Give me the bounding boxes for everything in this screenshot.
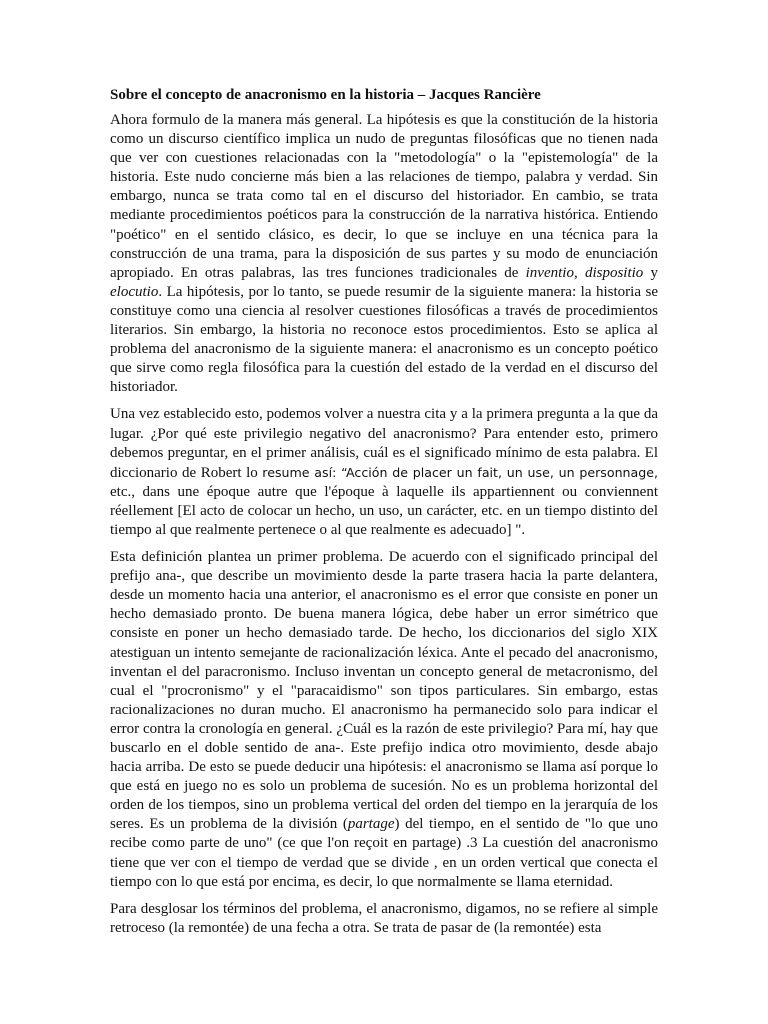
paragraph-3 — [110, 548, 658, 892]
term-dispositio: dispositio — [584, 264, 644, 281]
document-title: Sobre el concepto de anacronismo en la historia – Jacques Rancière — [110, 87, 541, 103]
paragraph-2-text-b: etc., dans une époque autre que l'époque à laquelle ils appartiennent ou conviennent réellement [El acto de colocar un hecho, un uso, un carácter, etc. en un tiempo distinto del tiempo al que realmente pertenece o al que realmente es adecuado] ". — [110, 483, 658, 538]
term-elocutio: elocutio — [110, 283, 159, 300]
dictionary-quote: resume así: “Acción de placer un fait, un use, un personnage, — [262, 464, 659, 480]
paragraph-1-text-a: Ahora formulo de la manera más general. La hipótesis es que la constitución de la historia como un discurso científico implica un nudo de preguntas filosóficas que no tienen nada que ver con cuestiones relacionadas con la "metodología" o la "epistemología" de la historia. Este nudo concierne más bien a las relaciones de tiempo, palabra y verdad. Sin embargo, nunca se trata como tal en el discurso del historiador. En cambio, se trata mediante procedimientos poéticos para la construcción de la narrativa histórica. Entiendo "poético" en el sentido clásico, es decir, lo que se incluye en una técnica para la construcción de una trama, para la disposición de sus partes y su modo de enunciación apropiado. En otras palabras, las tres funciones tradicionales de — [110, 112, 658, 281]
paragraph-1-text-d: . La hipótesis, por lo tanto, se puede resumir de la siguiente manera: la historia se constituye como una ciencia al resolver cuestiones filosóficas a través de procedimientos literarios. Sin embargo, la historia no reconoce estos procedimientos. Esto se aplica al problema del anacronismo de la siguiente manera: el anacronismo es un concepto poético que sirve como regla filosófica para la cuestión del estado de la verdad en el discurso del historiador. — [110, 283, 658, 396]
paragraph-1 — [110, 111, 658, 397]
paragraph-3-text-a: Esta definición plantea un primer problema. De acuerdo con el significado principal del prefijo ana-, que describe un movimiento desde la parte trasera hacia la parte delantera, desde un momento hacia una anterior, el anacronismo es el error que consiste en poner un hecho demasiado pronto. De buena manera lógica, debe haber un error simétrico que consiste en poner un hecho demasiado tarde. De hecho, los diccionarios del siglo XIX atestiguan un intento semejante de racionalización léxica. Ante el pecado del anacronismo, inventan el del paracronismo. Incluso inventan un concepto general de metacronismo, del cual el "procronismo" y el "paracaidismo" son tipos particulares. Sin embargo, estas racionalizaciones no duran mucho. El anacronismo ha permanecido solo para indicar el error contra la cronología en general. ¿Cuál es la razón de este privilegio? Para mí, hay que buscarlo en el doble sentido de ana-. Este prefijo indica otro movimiento, desde abajo hacia arriba. De esto se puede deducir una hipótesis: el anacronismo se llama así porque lo que está en juego no es solo un problema de sucesión. No es un problema horizontal del orden de los tiempos, sino un problema vertical del orden del tiempo en la jerarquía de los seres. Es un problema de la división ( — [110, 549, 658, 833]
paragraph-2-text-a: Una vez establecido esto, podemos volver a nuestra cita y a la primera pregunta a la que da lugar. ¿Por qué este privilegio negativo del anacronismo? Para entender esto, primero debemos preguntar, en el primer análisis, cuál es el significado mínimo de esta palabra. El diccionario de Robert lo — [110, 406, 658, 481]
term-inventio: inventio — [525, 264, 574, 281]
term-partage: partage — [347, 816, 395, 833]
paragraph-1-text-b: , — [573, 264, 585, 281]
paragraph-2 — [110, 405, 658, 540]
paragraph-3-text-b: ) del tiempo, en el sentido de "lo que uno recibe como parte de uno" (ce que l'on reçoit en partage) .3 La cuestión del anacronismo tiene que ver con el tiempo de verdad que se divide , en un orden vertical que conecta el tiempo con lo que está por encima, es decir, lo que normalmente se llama eternidad. — [110, 816, 658, 890]
paragraph-4-text-a: Para desglosar los términos del problema, el anacronismo, digamos, no se refiere al simple retroceso (la remontée) de una fecha a otra. Se trata de pasar de (la remontée) esta — [110, 900, 658, 936]
paragraph-4 — [110, 900, 658, 938]
paragraph-1-text-c: y — [643, 264, 659, 281]
